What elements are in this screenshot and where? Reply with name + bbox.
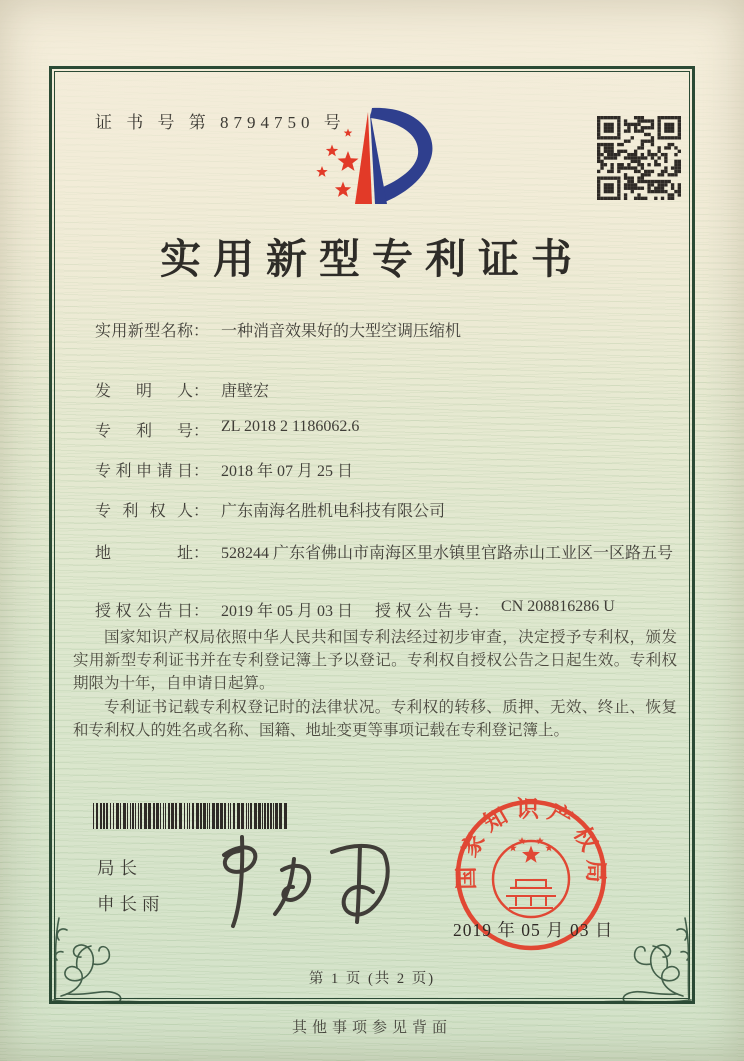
field-value: 一种消音效果好的大型空调压缩机	[221, 323, 462, 340]
seal-emblem-gate	[506, 880, 556, 908]
page-number: 第 1 页 (共 2 页)	[308, 971, 436, 987]
director-title: 局长	[97, 858, 142, 878]
legal-paragraph-1: 国家知识产权局依照中华人民共和国专利法经过初步审查，决定授予专利权，颁发实用新型专利证书并在专利登记簿上予以登记。专利权自授权公告之日起生效。专利权期限为十年，自申请日起算。	[73, 629, 677, 693]
field-address: 地址： 528244 广东省佛山市南海区里水镇里官路赤山工业区一区路五号	[95, 540, 683, 567]
field-label: 发明人	[95, 383, 193, 400]
field-value: 2018 年 07 月 25 日	[221, 463, 354, 480]
field-label: 地址	[95, 545, 193, 562]
back-side-note: 其他事项参见背面	[291, 1020, 452, 1036]
field-label: 实用新型名称	[95, 323, 193, 340]
field-patentee: 专利权人： 广东南海名胜机电科技有限公司	[95, 498, 445, 521]
field-utility-model-name: 实用新型名称： 一种消音效果好的大型空调压缩机	[95, 318, 461, 341]
field-inventor: 发明人： 唐壁宏	[95, 378, 269, 401]
field-filing-date: 专利申请日： 2018 年 07 月 25 日	[95, 458, 353, 481]
field-label: 授权公告日	[95, 603, 193, 620]
field-grant-date: 授权公告日： 2019 年 05 月 03 日	[95, 598, 353, 615]
director-name: 申长雨	[97, 894, 165, 914]
field-label: 专利权人	[95, 503, 193, 520]
field-value: 528244 广东省佛山市南海区里水镇里官路赤山工业区一区路五号	[221, 545, 674, 562]
director-signature-handwriting	[182, 829, 412, 934]
field-value: 唐壁宏	[221, 383, 270, 400]
field-label: 授权公告号	[375, 603, 473, 620]
field-label: 专利号	[95, 423, 193, 440]
cnipa-logo	[298, 100, 446, 212]
field-value: 广东南海名胜机电科技有限公司	[221, 503, 446, 520]
certificate-title: 实用新型专利证书	[160, 236, 584, 282]
field-value: ZL 2018 2 1186062.6	[221, 418, 360, 435]
field-label: 专利申请日	[95, 463, 193, 480]
seal-date: 2019 年 05 月 03 日	[453, 920, 614, 940]
logo-stars	[316, 129, 358, 197]
legal-paragraph-2: 专利证书记载专利权登记时的法律状况。专利权的转移、质押、无效、终止、恢复和专利权人的姓名或名称、国籍、地址变更等事项记载在专利登记簿上。	[73, 698, 677, 739]
qr-code	[597, 116, 681, 200]
field-grant-row	[95, 598, 615, 621]
seal-arc-text: 国家知识产权局	[453, 796, 609, 890]
corner-ornament-left	[47, 910, 147, 1006]
legal-text	[73, 626, 677, 742]
field-patent-number: 专利号： ZL 2018 2 1186062.6	[95, 418, 360, 440]
field-grant-number: 授权公告号： CN 208816286 U	[375, 598, 615, 620]
field-value: CN 208816286 U	[501, 598, 615, 615]
certificate-number: 证 书 号 第 8794750 号	[95, 113, 346, 132]
svg-text:国家知识产权局	[454, 797, 608, 890]
barcode	[93, 803, 291, 829]
field-value: 2019 年 05 月 03 日	[221, 603, 354, 620]
